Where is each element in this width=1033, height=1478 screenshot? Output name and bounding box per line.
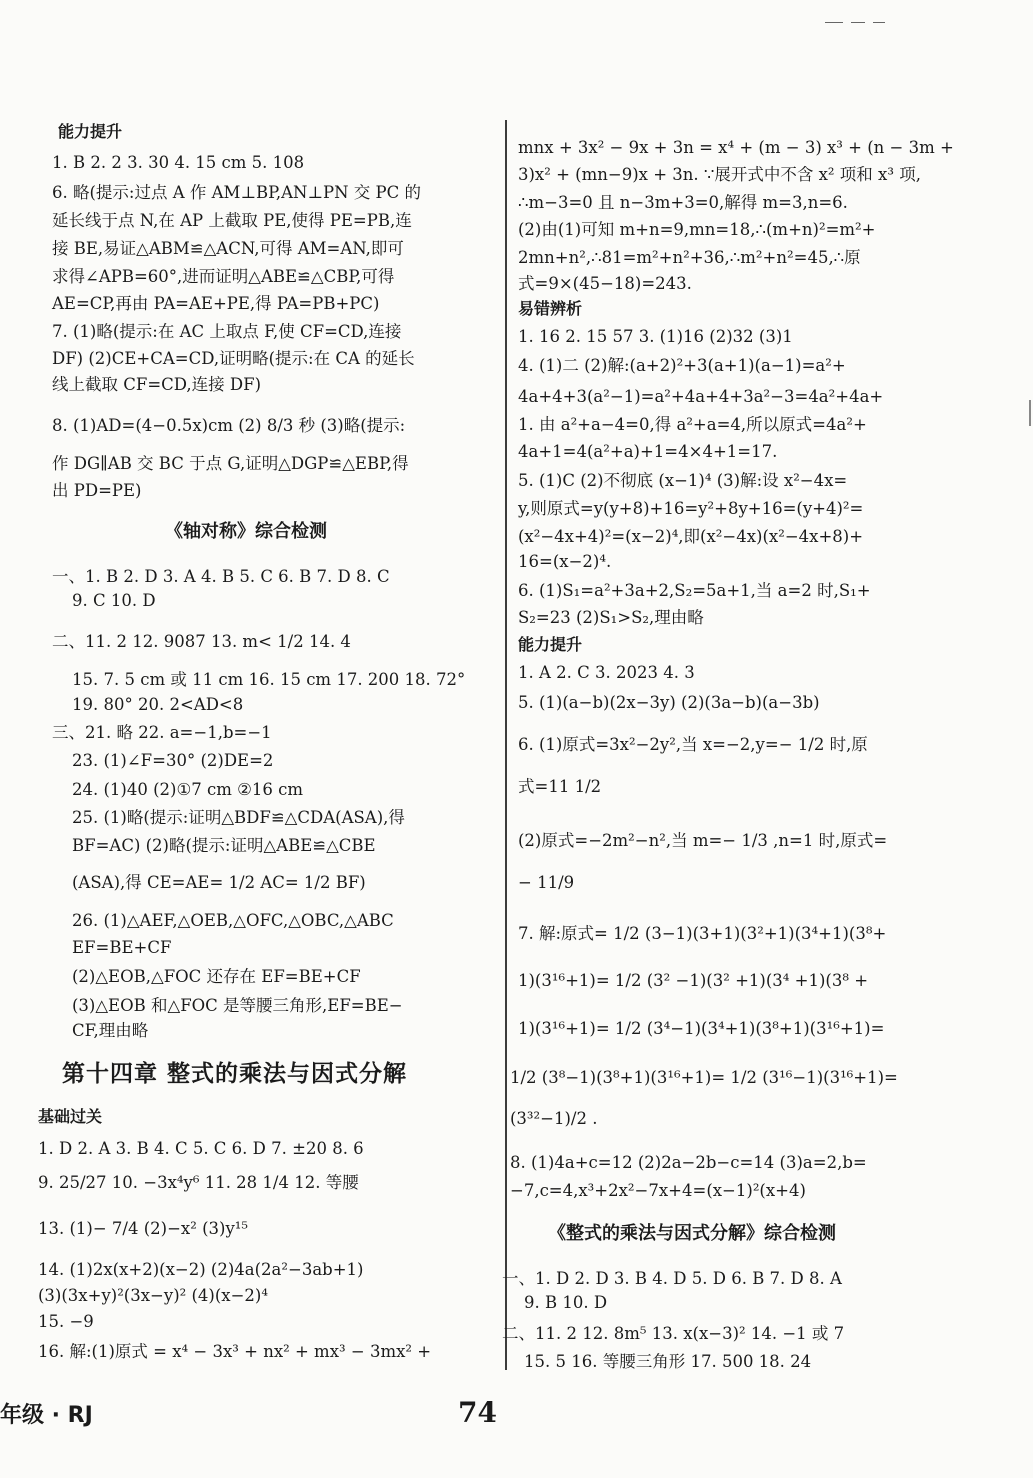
page-number: 74: [458, 1396, 497, 1429]
right-line-1: 3)x² + (mn−9)x + 3n. ∵展开式中不含 x² 项和 x³ 项,: [518, 165, 921, 184]
left-line-24: (ASA),得 CE=AE= 1/2 AC= 1/2 BF): [72, 873, 366, 892]
left-line-28: (3)△EOB 和△FOC 是等腰三角形,EF=BE−: [72, 996, 403, 1015]
right-line-16: 6. (1)S₁=a²+3a+2,S₂=5a+1,当 a=2 时,S₁+: [518, 581, 871, 600]
right-line-7: 1. 16 2. 15 57 3. (1)16 (2)32 (3)1: [518, 327, 793, 346]
left-line-14: 一、1. B 2. D 3. A 4. B 5. C 6. B 7. D 8. C: [52, 567, 390, 586]
left-line-36: (3)(3x+y)²(3x−y)² (4)(x−2)⁴: [38, 1286, 268, 1305]
left-line-3: 延长线于点 N,在 AP 上截取 PE,使得 PE=PB,连: [52, 211, 412, 230]
right-line-33: 一、1. D 2. D 3. B 4. D 5. D 6. B 7. D 8. A: [502, 1269, 842, 1288]
left-line-7: 7. (1)略(提示:在 AC 上取点 F,使 CF=CD,连接: [52, 322, 402, 341]
right-line-24: − 11/9: [518, 873, 575, 892]
left-line-20: 23. (1)∠F=30° (2)DE=2: [72, 751, 274, 770]
top-dash-marks: [825, 22, 885, 24]
right-line-23: (2)原式=−2m²−n²,当 m=− 1/3 ,n=1 时,原式=: [518, 831, 888, 850]
right-line-25: 7. 解:原式= 1/2 (3−1)(3+1)(3²+1)(3⁴+1)(3⁸+: [518, 924, 887, 943]
grade-footer: 年级 · RJ: [0, 1403, 93, 1428]
right-line-29: (3³²−1)/2 .: [510, 1109, 598, 1128]
right-line-0: mnx + 3x² − 9x + 3n = x⁴ + (m − 3) x³ + (n − 3m +: [518, 138, 954, 157]
left-line-6: AE=CP,再由 PA=AE+PE,得 PA=PB+PC): [52, 294, 380, 313]
left-line-38: 16. 解:(1)原式 = x⁴ − 3x³ + nx² + mx³ − 3mx² +: [38, 1342, 432, 1361]
right-line-36: 15. 5 16. 等腰三角形 17. 500 18. 24: [524, 1352, 812, 1371]
right-line-34: 9. B 10. D: [524, 1293, 608, 1312]
left-line-27: (2)△EOB,△FOC 还存在 EF=BE+CF: [72, 967, 361, 986]
right-line-21: 6. (1)原式=3x²−2y²,当 x=−2,y=− 1/2 时,原: [518, 735, 868, 754]
left-line-5: 求得∠APB=60°,进而证明△ABE≌△CBP,可得: [52, 267, 395, 286]
right-line-11: 4a+1=4(a²+a)+1=4×4+1=17.: [518, 442, 778, 461]
right-line-4: 2mn+n²,∴81=m²+n²+36,∴m²+n²=45,∴原: [518, 248, 861, 267]
right-line-5: 式=9×(45−18)=243.: [518, 274, 692, 293]
left-line-17: 15. 7. 5 cm 或 11 cm 16. 15 cm 17. 200 18. 72°: [72, 670, 466, 689]
left-line-16: 二、11. 2 12. 9087 13. m< 1/2 14. 4: [52, 632, 351, 651]
right-line-20: 5. (1)(a−b)(2x−3y) (2)(3a−b)(a−3b): [518, 693, 820, 712]
right-line-13: y,则原式=y(y+8)+16=y²+8y+16=(y+4)²=: [518, 499, 864, 518]
right-line-17: S₂=23 (2)S₁>S₂,理由略: [518, 608, 704, 627]
right-line-28: 1/2 (3⁸−1)(3⁸+1)(3¹⁶+1)= 1/2 (3¹⁶−1)(3¹⁶+1)=: [510, 1068, 898, 1087]
left-line-37: 15. −9: [38, 1312, 94, 1331]
left-line-22: 25. (1)略(提示:证明△BDF≌△CDA(ASA),得: [72, 808, 405, 827]
right-line-3: (2)由(1)可知 m+n=9,mn=18,∴(m+n)²=m²+: [518, 220, 876, 239]
left-title-13: 《轴对称》综合检测: [165, 521, 327, 542]
left-line-15: 9. C 10. D: [72, 591, 156, 610]
left-line-12: 出 PD=PE): [52, 481, 142, 500]
right-line-27: 1)(3¹⁶+1)= 1/2 (3⁴−1)(3⁴+1)(3⁸+1)(3¹⁶+1)=: [518, 1019, 885, 1038]
left-line-32: 1. D 2. A 3. B 4. C 5. C 6. D 7. ±20 8. 6: [38, 1139, 364, 1158]
left-sub-31: 基础过关: [38, 1107, 103, 1126]
right-line-35: 二、11. 2 12. 8m⁵ 13. x(x−3)² 14. −1 或 7: [502, 1324, 845, 1343]
right-line-10: 1. 由 a²+a−4=0,得 a²+a=4,所以原式=4a²+: [518, 415, 867, 434]
right-line-30: 8. (1)4a+c=12 (2)2a−2b−c=14 (3)a=2,b=: [510, 1153, 867, 1172]
right-line-9: 4a+4+3(a²−1)=a²+4a+4+3a²−3=4a²+4a+: [518, 387, 884, 406]
column-divider: [505, 120, 507, 1370]
left-line-34: 13. (1)− 7/4 (2)−x² (3)y¹⁵: [38, 1219, 249, 1238]
right-line-14: (x²−4x+4)²=(x−2)⁴,即(x²−4x)(x²−4x+8)+: [518, 527, 864, 546]
right-line-15: 16=(x−2)⁴.: [518, 552, 612, 571]
left-sub-0: 能力提升: [58, 122, 123, 141]
right-title-32: 《整式的乘法与因式分解》综合检测: [548, 1223, 836, 1244]
left-line-29: CF,理由略: [72, 1021, 149, 1040]
left-line-33: 9. 25/27 10. −3x⁴y⁶ 11. 28 1/4 12. 等腰: [38, 1173, 359, 1192]
left-line-8: DF) (2)CE+CA=CD,证明略(提示:在 CA 的延长: [52, 349, 415, 368]
left-line-2: 6. 略(提示:过点 A 作 AM⊥BP,AN⊥PN 交 PC 的: [52, 183, 421, 202]
left-line-21: 24. (1)40 (2)①7 cm ②16 cm: [72, 780, 304, 799]
left-line-19: 三、21. 略 22. a=−1,b=−1: [52, 723, 272, 742]
left-line-1: 1. B 2. 2 3. 30 4. 15 cm 5. 108: [52, 153, 305, 172]
right-line-22: 式=11 1/2: [518, 777, 602, 796]
right-line-12: 5. (1)C (2)不彻底 (x−1)⁴ (3)解:设 x²−4x=: [518, 471, 848, 490]
right-sub-18: 能力提升: [518, 635, 583, 654]
left-line-11: 作 DG∥AB 交 BC 于点 G,证明△DGP≌△EBP,得: [52, 454, 409, 473]
left-line-26: EF=BE+CF: [72, 938, 172, 957]
left-line-23: BF=AC) (2)略(提示:证明△ABE≌△CBE: [72, 836, 376, 855]
edge-mark: [1029, 400, 1031, 426]
right-sub-6: 易错辨析: [518, 299, 583, 318]
left-line-25: 26. (1)△AEF,△OEB,△OFC,△OBC,△ABC: [72, 911, 394, 930]
left-line-18: 19. 80° 20. 2<AD<8: [72, 695, 244, 714]
left-chapter-30: 第十四章 整式的乘法与因式分解: [62, 1061, 408, 1087]
right-line-31: −7,c=4,x³+2x²−7x+4=(x−1)²(x+4): [510, 1181, 806, 1200]
right-line-8: 4. (1)二 (2)解:(a+2)²+3(a+1)(a−1)=a²+: [518, 356, 846, 375]
left-line-9: 线上截取 CF=CD,连接 DF): [52, 375, 262, 394]
left-line-4: 接 BE,易证△ABM≌△ACN,可得 AM=AN,即可: [52, 239, 404, 258]
right-line-19: 1. A 2. C 3. 2023 4. 3: [518, 663, 695, 682]
right-line-2: ∴m−3=0 且 n−3m+3=0,解得 m=3,n=6.: [518, 193, 848, 212]
right-line-26: 1)(3¹⁶+1)= 1/2 (3² −1)(3² +1)(3⁴ +1)(3⁸ +: [518, 971, 869, 990]
left-line-10: 8. (1)AD=(4−0.5x)cm (2) 8/3 秒 (3)略(提示:: [52, 416, 406, 435]
left-line-35: 14. (1)2x(x+2)(x−2) (2)4a(2a²−3ab+1): [38, 1260, 364, 1279]
